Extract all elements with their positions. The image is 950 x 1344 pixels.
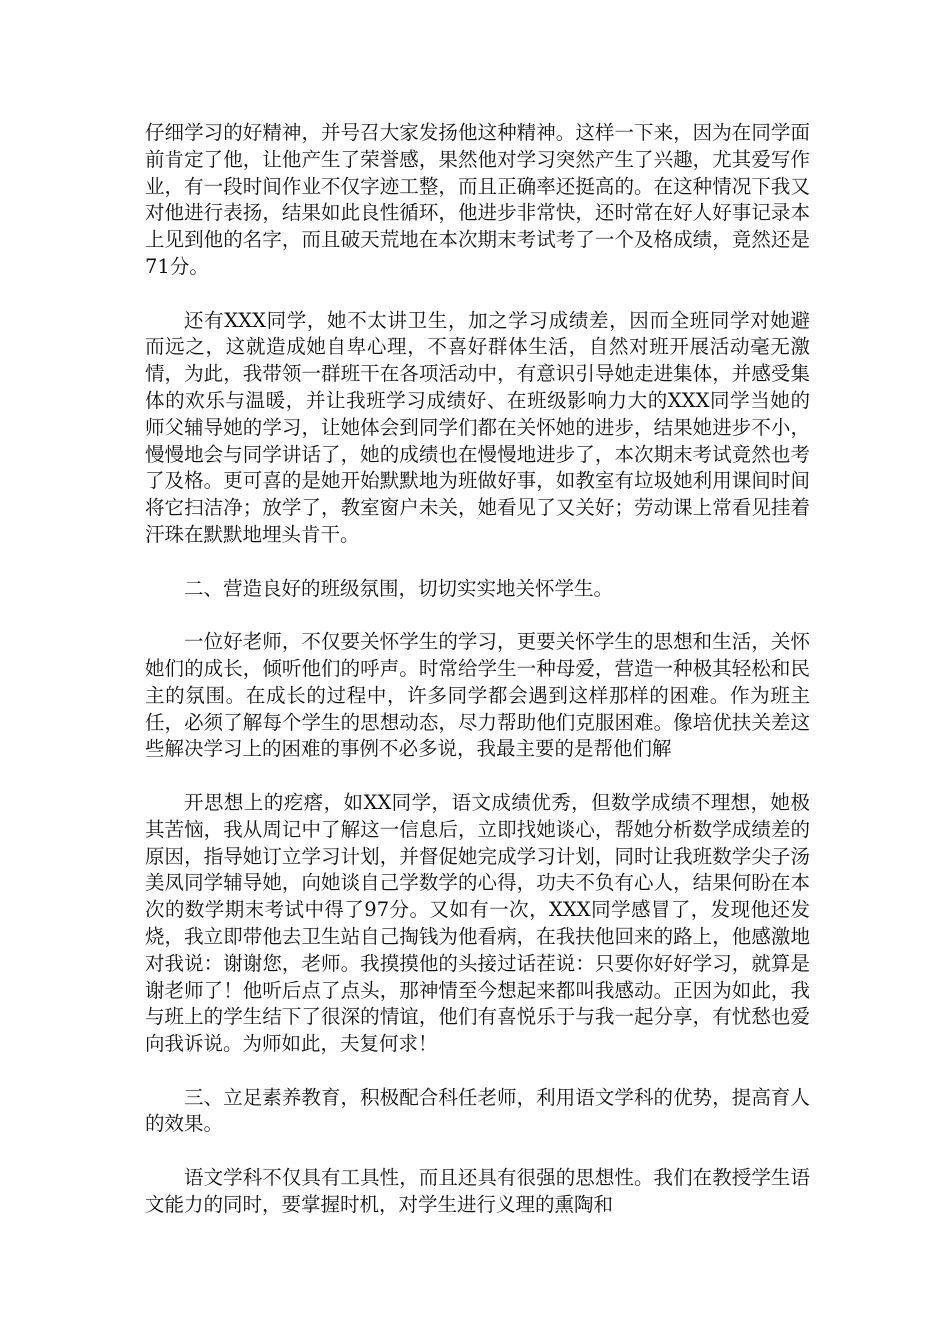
paragraph-chinese-subject: 语文学科不仅具有工具性，而且还具有很强的思想性。我们在教授学生语文能力的同时，要掌握时机，对学生进行义理的熏陶和 (145, 1166, 810, 1216)
section-heading-two: 二、营造良好的班级氛围，切切实实地关怀学生。 (184, 576, 614, 600)
paragraph-xxx-student-hygiene: 还有XXX同学，她不太讲卫生，加之学习成绩差，因而全班同学对她避而远之，这就造成她自卑心理，不喜好群体生活，自然对班开展活动毫无激情，为此，我带领一群班干在各项活动中，有意识引导她走进集体，并感受集体的欢乐与温暖，并让我班学习成绩好、在班级影响力大的XXX同学当她的师父辅导她的学习，让她体会到同学们都在关怀她的进步，结果她进步不小，慢慢地会与同学讲话了，她的成绩也在慢慢地进步了，本次期末考试竟然也考了及格。更可喜的是她开始默默地为班做好事，如教室有垃圾她利用课间时间将它扫洁净；放学了，教室窗户未关，她看见了又关好；劳动课上常看见挂着汗珠在默默地埋头肯干。 (145, 308, 810, 546)
document-body (145, 120, 810, 1245)
paragraph-continuation: 仔细学习的好精神，并号召大家发扬他这种精神。这样一下来，因为在同学面前肯定了他，让他产生了荣誉感，果然他对学习突然产生了兴趣，尤其爱写作业，有一段时间作业不仅字迹工整，而且正确率还挺高的。在这种情况下我又对他进行表扬，结果如此良性循环，他进步非常快，还时常在好人好事记录本上见到他的名字，而且破天荒地在本次期末考试考了一个及格成绩，竟然还是71分。 (145, 121, 810, 278)
section-heading-three: 三、立足素养教育，积极配合科任老师，利用语文学科的优势，提高育人的效果。 (145, 1085, 810, 1136)
paragraph-xx-student-math: 开思想上的疙瘩，如XX同学，语文成绩优秀，但数学成绩不理想，她极其苦恼，我从周记中了解这一信息后，立即找她谈心，帮她分析数学成绩差的原因，指导她订立学习计划，并督促她完成学习计划，同时让我班数学尖子汤美凤同学辅导她，向她谈自己学数学的心得，功夫不负有心人，结果何盼在本次的数学期末考试中得了97分。又如有一次，XXX同学感冒了，发现他还发烧，我立即带他去卫生站自己掏钱为他看病，在我扶他回来的路上，他感激地对我说：谢谢您，老师。我摸摸他的头接过话茬说：只要你好好学习，就算是谢老师了！他听后点了点头，那神情至今想起来都叫我感动。正因为如此，我与班上的学生结下了很深的情谊，他们有喜悦乐于与我一起分享，有忧愁也爱向我诉说。为师如此，夫复何求！ (145, 790, 810, 1056)
paragraph-good-teacher: 一位好老师，不仅要关怀学生的学习，更要关怀学生的思想和生活，关怀她们的成长，倾听他们的呼声。时常给学生一种母爱，营造一种极其轻松和民主的氛围。在成长的过程中，许多同学都会遇到这样那样的困难。作为班主任，必须了解每个学生的思想动态，尽力帮助他们克服困难。像培优扶关差这些解决学习上的困难的事例不必多说，我最主要的是帮他们解 (145, 630, 810, 761)
